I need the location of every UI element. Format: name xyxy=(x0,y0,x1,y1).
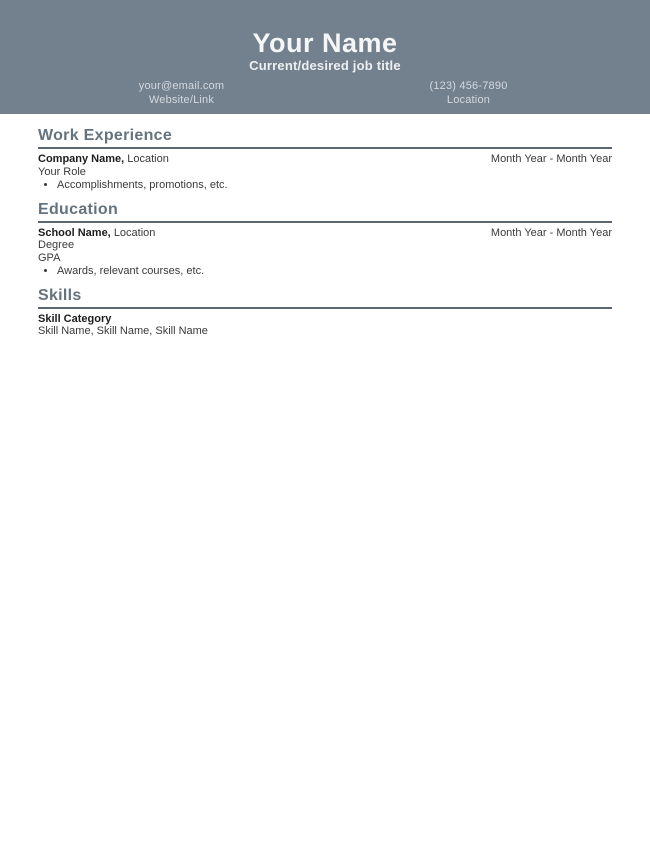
skills-heading: Skills xyxy=(38,286,82,304)
education-entry-header-row xyxy=(38,227,612,240)
person-name: Your Name xyxy=(252,28,398,58)
location-text: Location xyxy=(446,94,491,106)
section-divider xyxy=(38,147,612,149)
school-line xyxy=(38,227,155,240)
work-experience-heading: Work Experience xyxy=(38,127,173,144)
job-title: Current/desired job title xyxy=(249,58,401,73)
phone-text: (123) 456-7890 xyxy=(429,80,508,92)
section-skills xyxy=(38,287,612,338)
school-name: School Name, xyxy=(38,226,111,239)
education-dates: Month Year - Month Year xyxy=(490,226,612,239)
company-name: Company Name, xyxy=(38,153,125,165)
work-dates: Month Year - Month Year xyxy=(490,153,612,165)
resume-header xyxy=(0,0,650,114)
school-location: Location xyxy=(113,226,156,239)
section-education xyxy=(38,201,612,278)
skill-names: Skill Name, Skill Name, Skill Name xyxy=(38,325,208,337)
contact-info xyxy=(38,79,612,107)
section-divider xyxy=(38,307,612,309)
company-location: Location xyxy=(127,153,169,165)
contact-right-column xyxy=(325,79,612,107)
website-text: Website/Link xyxy=(148,94,215,106)
education-heading: Education xyxy=(38,200,119,218)
work-bullet-item: • Accomplishments, promotions, etc. xyxy=(57,179,612,192)
email-text: your@email.com xyxy=(138,80,225,92)
section-work-experience xyxy=(38,127,612,192)
section-divider xyxy=(38,221,612,223)
skill-category: Skill Category xyxy=(38,312,112,325)
work-bullet-list xyxy=(38,179,612,192)
education-bullet-list xyxy=(38,265,612,278)
company-line xyxy=(38,153,169,166)
resume-body xyxy=(0,127,650,338)
work-role: Your Role xyxy=(38,165,86,178)
work-entry-header-row xyxy=(38,153,612,166)
education-bullet-item: • Awards, relevant courses, etc. xyxy=(57,265,612,278)
gpa-text: GPA xyxy=(38,251,61,264)
degree-text: Degree xyxy=(38,239,75,251)
contact-left-column xyxy=(38,79,325,107)
